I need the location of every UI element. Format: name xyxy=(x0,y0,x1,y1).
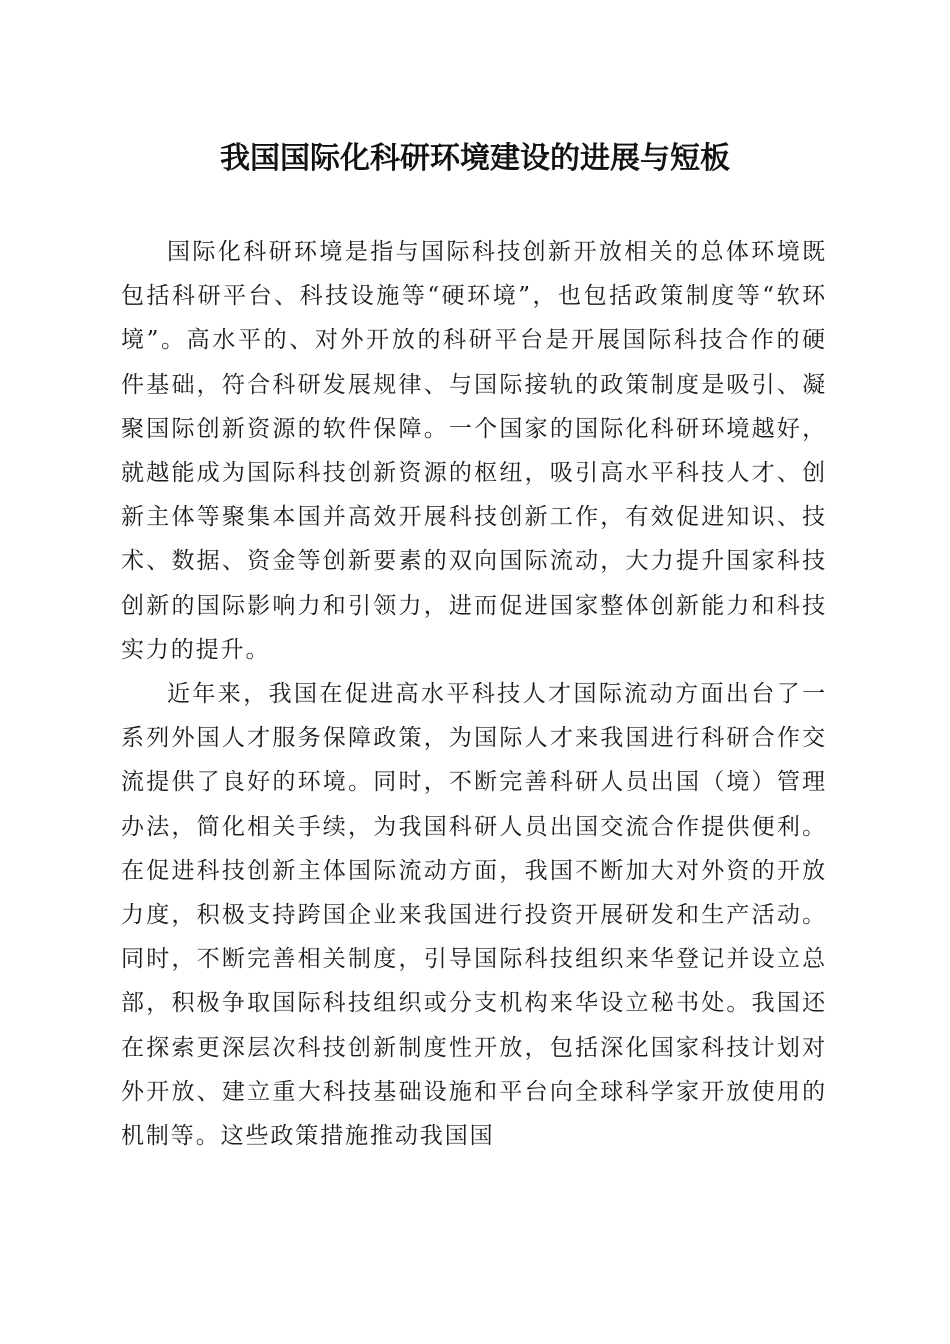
paragraph-2: 近年来，我国在促进高水平科技人才国际流动方面出台了一系列外国人才服务保障政策，为国际人才来我国进行科研合作交流提供了良好的环境。同时，不断完善科研人员出国（境）管理办法，简化相关手续，为我国科研人员出国交流合作提供便利。在促进科技创新主体国际流动方面，我国不断加大对外资的开放力度，积极支持跨国企业来我国进行投资开展研发和生产活动。同时，不断完善相关制度，引导国际科技组织来华登记并设立总部，积极争取国际科技组织或分支机构来华设立秘书处。我国还在探索更深层次科技创新制度性开放，包括深化国家科技计划对外开放、建立重大科技基础设施和平台向全球科学家开放使用的机制等。这些政策措施推动我国国 xyxy=(121,681,827,1150)
document-title: 我国国际化科研环境建设的进展与短板 xyxy=(220,141,730,176)
paragraph-1: 国际化科研环境是指与国际科技创新开放相关的总体环境既包括科研平台、科技设施等“硬环境”，也包括政策制度等“软环境”。高水平的、对外开放的科研平台是开展国际科技合作的硬件基础，符合科研发展规律、与国际接轨的政策制度是吸引、凝聚国际创新资源的软件保障。一个国家的国际化科研环境越好，就越能成为国际科技创新资源的枢纽，吸引高水平科技人才、创新主体等聚集本国并高效开展科技创新工作，有效促进知识、技术、数据、资金等创新要素的双向国际流动，大力提升国家科技创新的国际影响力和引领力，进而促进国家整体创新能力和科技实力的提升。 xyxy=(121,239,827,663)
document-body xyxy=(121,230,827,1158)
